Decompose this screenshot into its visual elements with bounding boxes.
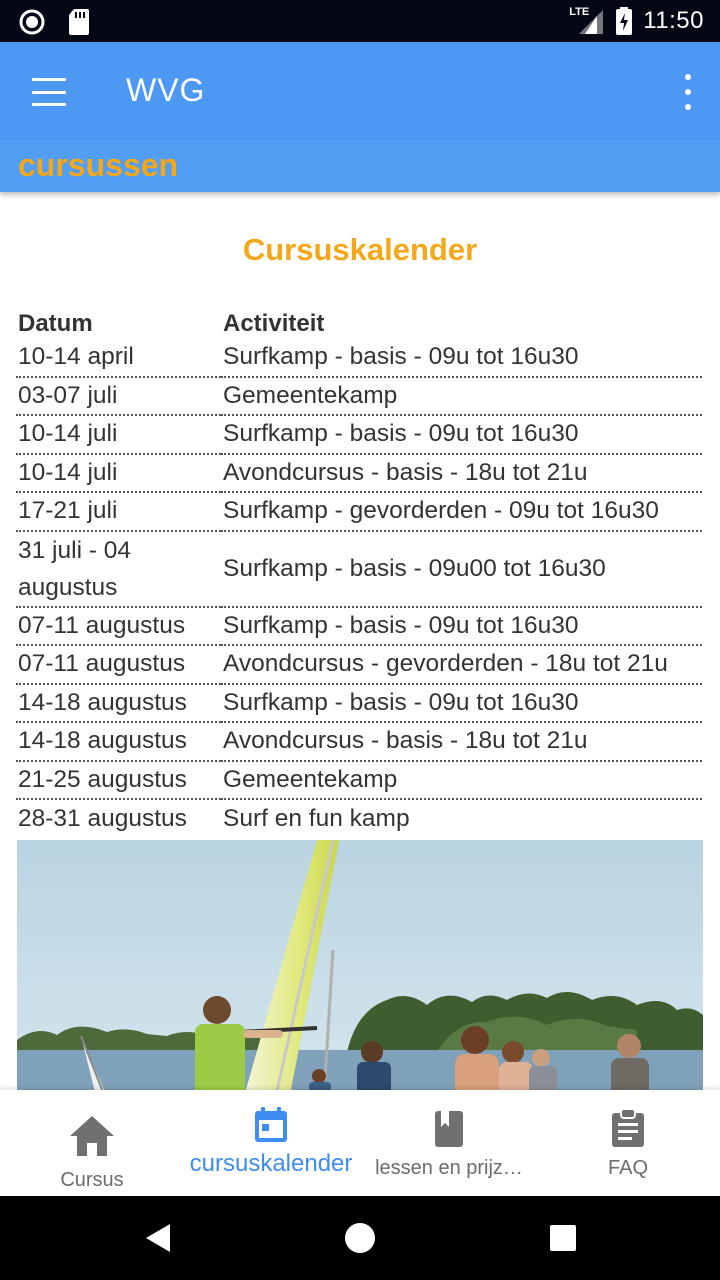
page-heading: Cursuskalender bbox=[242, 232, 478, 267]
table-header-row bbox=[16, 300, 702, 338]
bottom-navigation bbox=[0, 1090, 720, 1196]
table-row bbox=[16, 531, 702, 607]
windsurf-photo bbox=[17, 840, 703, 1090]
row-date: 10-14 juli bbox=[16, 454, 221, 493]
table-row bbox=[16, 645, 702, 684]
row-activity: Gemeentekamp bbox=[221, 761, 702, 800]
row-date: 14-18 augustus bbox=[16, 722, 221, 761]
table-row bbox=[16, 607, 702, 646]
row-date: 03-07 juli bbox=[16, 377, 221, 416]
back-icon[interactable] bbox=[136, 1216, 180, 1260]
row-date: 07-11 augustus bbox=[16, 607, 221, 646]
row-date: 17-21 juli bbox=[16, 492, 221, 531]
row-date: 10-14 april bbox=[18, 342, 134, 370]
app-title: WVG bbox=[126, 72, 206, 108]
table-row bbox=[16, 338, 702, 377]
nav-label-faq: FAQ bbox=[607, 1157, 648, 1179]
nav-label-cursuskalender: cursuskalender bbox=[189, 1150, 353, 1177]
clock: 11:50 bbox=[643, 7, 704, 34]
row-date: 21-25 augustus bbox=[16, 761, 221, 800]
calendar-table bbox=[16, 300, 702, 838]
recents-icon[interactable] bbox=[541, 1216, 585, 1260]
calendar-icon bbox=[253, 1106, 289, 1144]
row-activity: Surfkamp - gevorderden - 09u tot 16u30 bbox=[221, 492, 702, 531]
row-activity: Surfkamp - basis - 09u00 tot 16u30 bbox=[221, 531, 702, 607]
row-activity: Avondcursus - gevorderden - 18u tot 21u bbox=[221, 645, 702, 684]
table-row bbox=[16, 377, 702, 416]
row-date: 10-14 juli bbox=[16, 415, 221, 454]
row-activity: Avondcursus - basis - 18u tot 21u bbox=[221, 454, 702, 493]
lte-signal-icon: LTE bbox=[569, 6, 605, 36]
home-icon bbox=[68, 1114, 116, 1158]
book-icon bbox=[433, 1110, 465, 1148]
nav-item-cursuskalender[interactable] bbox=[181, 1090, 361, 1196]
battery-charging-icon bbox=[615, 6, 633, 36]
section-banner bbox=[0, 140, 720, 192]
row-activity: Surfkamp - basis - 09u tot 16u30 bbox=[223, 342, 579, 370]
row-activity: Gemeentekamp bbox=[221, 377, 702, 416]
row-activity: Surfkamp - basis - 09u tot 16u30 bbox=[221, 684, 702, 723]
table-row bbox=[16, 684, 702, 723]
nav-label-cursus: Cursus bbox=[60, 1169, 124, 1191]
row-date: 28-31 augustus bbox=[16, 799, 221, 838]
app-bar bbox=[0, 42, 720, 140]
row-date: 07-11 augustus bbox=[16, 645, 221, 684]
table-row bbox=[16, 722, 702, 761]
row-activity: Surfkamp - basis - 09u tot 16u30 bbox=[221, 607, 702, 646]
table-row bbox=[16, 492, 702, 531]
row-date: 14-18 augustus bbox=[16, 684, 221, 723]
column-header-date: Datum bbox=[18, 310, 93, 337]
overflow-menu-icon[interactable] bbox=[676, 74, 700, 110]
nav-item-lessen-en-prijzen[interactable] bbox=[359, 1090, 539, 1196]
status-bar bbox=[0, 0, 720, 42]
table-row bbox=[16, 761, 702, 800]
row-activity: Surfkamp - basis - 09u tot 16u30 bbox=[221, 415, 702, 454]
content-scroll-area[interactable] bbox=[0, 192, 720, 1090]
table-row bbox=[16, 415, 702, 454]
home-circle-icon[interactable] bbox=[338, 1216, 382, 1260]
nav-item-faq[interactable] bbox=[538, 1090, 718, 1196]
system-navigation-bar bbox=[0, 1196, 720, 1280]
row-activity: Avondcursus - basis - 18u tot 21u bbox=[221, 722, 702, 761]
hamburger-menu-icon[interactable] bbox=[24, 72, 74, 112]
nav-item-cursus[interactable] bbox=[2, 1090, 182, 1196]
table-row bbox=[16, 799, 702, 838]
table-row bbox=[16, 454, 702, 493]
row-activity: Surf en fun kamp bbox=[221, 799, 702, 838]
row-date: 31 juli - 04 augustus bbox=[16, 531, 221, 607]
section-title: cursussen bbox=[18, 147, 179, 183]
clipboard-icon bbox=[610, 1108, 646, 1148]
sd-card-icon bbox=[68, 8, 90, 36]
nav-label-lessen-en-prijzen: lessen en prijz… bbox=[375, 1157, 523, 1179]
column-header-activity: Activiteit bbox=[223, 310, 325, 337]
record-notification-icon bbox=[18, 8, 46, 36]
